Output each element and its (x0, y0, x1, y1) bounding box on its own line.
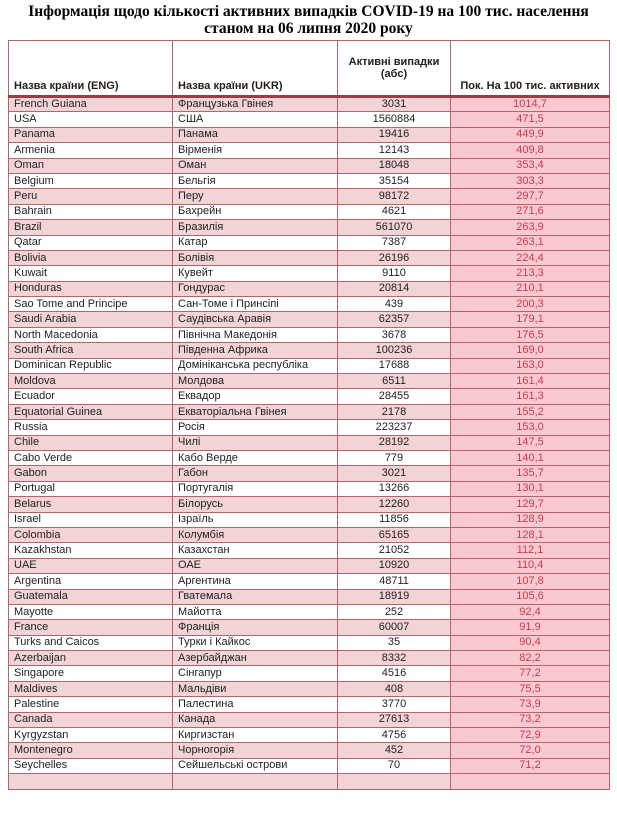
cell-per-100k-active: 1014,7 (451, 97, 610, 112)
cell-country-ukr: Вірменія (173, 143, 338, 158)
cell-active-cases-abs: 11856 (338, 512, 451, 527)
cell-country-ukr: Французька Гвінея (173, 97, 338, 112)
cell-country-eng: Kazakhstan (9, 543, 173, 558)
table-row (9, 327, 610, 342)
table-row (9, 635, 610, 650)
cell-country-ukr: Палестина (173, 697, 338, 712)
cell-per-100k-active: 82,2 (451, 651, 610, 666)
cell-country-ukr: Екваторіальна Гвінея (173, 404, 338, 419)
cell-country-ukr: Бельгія (173, 173, 338, 188)
cell-country-eng: Moldova (9, 374, 173, 389)
table-row (9, 512, 610, 527)
cell-country-ukr: Кабо Верде (173, 450, 338, 465)
cell-per-100k-active: 409,8 (451, 143, 610, 158)
cell-per-100k-active: 179,1 (451, 312, 610, 327)
cell-country-ukr: Чорногорія (173, 743, 338, 758)
table-row (9, 220, 610, 235)
cell-country-ukr: Домініканська республіка (173, 358, 338, 373)
cell-active-cases-abs: 48711 (338, 574, 451, 589)
cell-country-eng: Kuwait (9, 266, 173, 281)
cell-active-cases-abs: 9110 (338, 266, 451, 281)
cell-active-cases-abs: 28455 (338, 389, 451, 404)
cell-active-cases-abs: 18048 (338, 158, 451, 173)
table-row (9, 158, 610, 173)
cell-per-100k-active: 153,0 (451, 420, 610, 435)
cell-country-eng: Panama (9, 127, 173, 142)
cell-country-eng: Guatemala (9, 589, 173, 604)
cell-country-eng: Mayotte (9, 604, 173, 619)
cell-active-cases-abs: 35154 (338, 173, 451, 188)
table-row (9, 281, 610, 296)
cell-country-eng: France (9, 620, 173, 635)
cell-active-cases-abs: 62357 (338, 312, 451, 327)
col-header-country-eng: Назва країни (ENG) (9, 41, 173, 97)
cell-active-cases-abs: 1560884 (338, 112, 451, 127)
cell-country-eng: Belarus (9, 497, 173, 512)
cell-per-100k-active: 73,9 (451, 697, 610, 712)
cell-country-eng: Kyrgyzstan (9, 728, 173, 743)
cell-country-eng: Equatorial Guinea (9, 404, 173, 419)
cell-active-cases-abs: 779 (338, 450, 451, 465)
table-row (9, 389, 610, 404)
cell-country-ukr: Південна Африка (173, 343, 338, 358)
table-row (9, 712, 610, 727)
cell-per-100k-active: 112,1 (451, 543, 610, 558)
page-title-line1: Інформація щодо кількості активних випадків COVID-19 на 100 тис. населення (28, 3, 589, 20)
page-title (0, 0, 617, 37)
cell-per-100k-active: 161,4 (451, 374, 610, 389)
cell-empty (9, 774, 173, 789)
cell-active-cases-abs: 2178 (338, 404, 451, 419)
cell-active-cases-abs: 561070 (338, 220, 451, 235)
cell-country-ukr: Оман (173, 158, 338, 173)
cell-country-ukr: Гватемала (173, 589, 338, 604)
table-row (9, 589, 610, 604)
cell-country-ukr: Канада (173, 712, 338, 727)
table-row (9, 758, 610, 773)
cell-per-100k-active: 129,7 (451, 497, 610, 512)
cell-country-ukr: Сінгапур (173, 666, 338, 681)
cell-per-100k-active: 224,4 (451, 250, 610, 265)
cell-per-100k-active: 147,5 (451, 435, 610, 450)
cell-country-ukr: Чилі (173, 435, 338, 450)
cell-per-100k-active: 73,2 (451, 712, 610, 727)
cell-per-100k-active: 110,4 (451, 558, 610, 573)
cell-active-cases-abs: 100236 (338, 343, 451, 358)
table-row-partial (9, 774, 610, 789)
cell-country-ukr: Перу (173, 189, 338, 204)
table-row (9, 543, 610, 558)
cell-active-cases-abs: 60007 (338, 620, 451, 635)
cell-country-ukr: Бразилія (173, 220, 338, 235)
cell-country-ukr: Панама (173, 127, 338, 142)
cell-active-cases-abs: 12260 (338, 497, 451, 512)
table-row (9, 312, 610, 327)
cell-per-100k-active: 107,8 (451, 574, 610, 589)
cell-per-100k-active: 303,3 (451, 173, 610, 188)
cell-country-ukr: Катар (173, 235, 338, 250)
cell-country-eng: Portugal (9, 481, 173, 496)
cell-country-eng: Colombia (9, 527, 173, 542)
cell-country-ukr: США (173, 112, 338, 127)
table-row (9, 404, 610, 419)
cell-empty (338, 774, 451, 789)
cell-per-100k-active: 263,9 (451, 220, 610, 235)
cell-country-eng: Dominican Republic (9, 358, 173, 373)
cell-per-100k-active: 449,9 (451, 127, 610, 142)
cell-per-100k-active: 353,4 (451, 158, 610, 173)
cell-per-100k-active: 297,7 (451, 189, 610, 204)
covid-active-cases-table (8, 40, 610, 790)
cell-country-eng: Ecuador (9, 389, 173, 404)
cell-country-eng: Honduras (9, 281, 173, 296)
cell-country-eng: Singapore (9, 666, 173, 681)
cell-country-ukr: Колумбія (173, 527, 338, 542)
cell-per-100k-active: 130,1 (451, 481, 610, 496)
cell-active-cases-abs: 65165 (338, 527, 451, 542)
cell-country-ukr: ОАЕ (173, 558, 338, 573)
table-row (9, 127, 610, 142)
cell-per-100k-active: 72,0 (451, 743, 610, 758)
cell-country-eng: Chile (9, 435, 173, 450)
table-row (9, 681, 610, 696)
cell-active-cases-abs: 4756 (338, 728, 451, 743)
cell-per-100k-active: 169,0 (451, 343, 610, 358)
cell-per-100k-active: 72,9 (451, 728, 610, 743)
table-row (9, 497, 610, 512)
cell-country-ukr: Північна Македонія (173, 327, 338, 342)
table-row (9, 297, 610, 312)
cell-per-100k-active: 140,1 (451, 450, 610, 465)
cell-active-cases-abs: 28192 (338, 435, 451, 450)
table-row (9, 604, 610, 619)
col-header-active-cases-abs: Активні випадки (абс) (338, 41, 451, 97)
cell-country-ukr: Гондурас (173, 281, 338, 296)
cell-country-eng: North Macedonia (9, 327, 173, 342)
cell-country-eng: Oman (9, 158, 173, 173)
table-row (9, 204, 610, 219)
table-row (9, 97, 610, 112)
cell-country-ukr: Франція (173, 620, 338, 635)
table-header-row (9, 41, 610, 97)
cell-country-ukr: Мальдіви (173, 681, 338, 696)
cell-per-100k-active: 155,2 (451, 404, 610, 419)
col-header-per-100k-active: Пок. На 100 тис. активних (451, 41, 610, 97)
cell-per-100k-active: 163,0 (451, 358, 610, 373)
cell-country-eng: Turks and Caicos (9, 635, 173, 650)
table-row (9, 743, 610, 758)
table-row (9, 558, 610, 573)
page-title-line2: станом на 06 липня 2020 року (204, 20, 413, 37)
cell-country-eng: Canada (9, 712, 173, 727)
table-row (9, 358, 610, 373)
table-row (9, 343, 610, 358)
cell-per-100k-active: 213,3 (451, 266, 610, 281)
cell-country-ukr: Казахстан (173, 543, 338, 558)
cell-active-cases-abs: 35 (338, 635, 451, 650)
cell-empty (451, 774, 610, 789)
cell-country-ukr: Киргизстан (173, 728, 338, 743)
table-header (9, 41, 610, 97)
cell-country-ukr: Португалія (173, 481, 338, 496)
table-row (9, 666, 610, 681)
cell-country-eng: Armenia (9, 143, 173, 158)
table-row (9, 574, 610, 589)
cell-active-cases-abs: 408 (338, 681, 451, 696)
table-row (9, 728, 610, 743)
cell-country-eng: Sao Tome and Principe (9, 297, 173, 312)
table-row (9, 481, 610, 496)
cell-per-100k-active: 210,1 (451, 281, 610, 296)
cell-country-ukr: Саудівська Аравія (173, 312, 338, 327)
cell-country-eng: Israel (9, 512, 173, 527)
cell-per-100k-active: 128,1 (451, 527, 610, 542)
cell-country-ukr: Турки і Кайкос (173, 635, 338, 650)
cell-country-ukr: Аргентина (173, 574, 338, 589)
cell-country-ukr: Ізраїль (173, 512, 338, 527)
cell-active-cases-abs: 439 (338, 297, 451, 312)
cell-country-ukr: Сейшельські острови (173, 758, 338, 773)
cell-active-cases-abs: 17688 (338, 358, 451, 373)
cell-active-cases-abs: 4621 (338, 204, 451, 219)
cell-country-ukr: Росія (173, 420, 338, 435)
cell-active-cases-abs: 19416 (338, 127, 451, 142)
cell-active-cases-abs: 223237 (338, 420, 451, 435)
cell-country-eng: UAE (9, 558, 173, 573)
table-row (9, 527, 610, 542)
cell-country-ukr: Еквадор (173, 389, 338, 404)
cell-country-ukr: Болівія (173, 250, 338, 265)
table-row (9, 235, 610, 250)
cell-country-ukr: Бахрейн (173, 204, 338, 219)
cell-country-eng: Seychelles (9, 758, 173, 773)
cell-per-100k-active: 135,7 (451, 466, 610, 481)
table-row (9, 112, 610, 127)
table-body (9, 97, 610, 790)
cell-country-eng: Gabon (9, 466, 173, 481)
cell-empty (173, 774, 338, 789)
table-row (9, 374, 610, 389)
cell-per-100k-active: 75,5 (451, 681, 610, 696)
cell-active-cases-abs: 4516 (338, 666, 451, 681)
cell-country-eng: Qatar (9, 235, 173, 250)
cell-active-cases-abs: 3031 (338, 97, 451, 112)
cell-country-eng: USA (9, 112, 173, 127)
col-header-country-ukr: Назва країни (UKR) (173, 41, 338, 97)
table-row (9, 420, 610, 435)
cell-country-ukr: Кувейт (173, 266, 338, 281)
cell-country-ukr: Габон (173, 466, 338, 481)
cell-country-eng: Belgium (9, 173, 173, 188)
cell-country-eng: Montenegro (9, 743, 173, 758)
cell-country-eng: Cabo Verde (9, 450, 173, 465)
cell-country-ukr: Молдова (173, 374, 338, 389)
cell-active-cases-abs: 26196 (338, 250, 451, 265)
cell-per-100k-active: 71,2 (451, 758, 610, 773)
cell-country-eng: Argentina (9, 574, 173, 589)
table-row (9, 266, 610, 281)
cell-country-ukr: Білорусь (173, 497, 338, 512)
cell-country-eng: French Guiana (9, 97, 173, 112)
cell-active-cases-abs: 252 (338, 604, 451, 619)
table-row (9, 250, 610, 265)
cell-active-cases-abs: 3678 (338, 327, 451, 342)
table-row (9, 651, 610, 666)
cell-per-100k-active: 161,3 (451, 389, 610, 404)
cell-country-ukr: Майотта (173, 604, 338, 619)
cell-per-100k-active: 128,9 (451, 512, 610, 527)
cell-per-100k-active: 263,1 (451, 235, 610, 250)
cell-country-eng: Saudi Arabia (9, 312, 173, 327)
cell-per-100k-active: 92,4 (451, 604, 610, 619)
cell-active-cases-abs: 7387 (338, 235, 451, 250)
cell-active-cases-abs: 27613 (338, 712, 451, 727)
cell-country-eng: Peru (9, 189, 173, 204)
table-row (9, 435, 610, 450)
table-row (9, 697, 610, 712)
cell-per-100k-active: 90,4 (451, 635, 610, 650)
cell-country-eng: Brazil (9, 220, 173, 235)
cell-active-cases-abs: 21052 (338, 543, 451, 558)
table-row (9, 450, 610, 465)
cell-active-cases-abs: 8332 (338, 651, 451, 666)
cell-active-cases-abs: 3770 (338, 697, 451, 712)
cell-active-cases-abs: 98172 (338, 189, 451, 204)
cell-country-eng: Bolivia (9, 250, 173, 265)
table-row (9, 620, 610, 635)
cell-country-eng: South Africa (9, 343, 173, 358)
table-row (9, 466, 610, 481)
cell-country-eng: Maldives (9, 681, 173, 696)
cell-per-100k-active: 91,9 (451, 620, 610, 635)
table-row (9, 189, 610, 204)
table-row (9, 143, 610, 158)
cell-per-100k-active: 77,2 (451, 666, 610, 681)
cell-country-eng: Bahrain (9, 204, 173, 219)
cell-active-cases-abs: 12143 (338, 143, 451, 158)
cell-country-eng: Russia (9, 420, 173, 435)
cell-active-cases-abs: 10920 (338, 558, 451, 573)
table-row (9, 173, 610, 188)
cell-country-ukr: Азербайджан (173, 651, 338, 666)
cell-active-cases-abs: 6511 (338, 374, 451, 389)
cell-country-eng: Azerbaijan (9, 651, 173, 666)
cell-per-100k-active: 176,5 (451, 327, 610, 342)
cell-active-cases-abs: 3021 (338, 466, 451, 481)
cell-active-cases-abs: 20814 (338, 281, 451, 296)
cell-per-100k-active: 105,6 (451, 589, 610, 604)
cell-active-cases-abs: 13266 (338, 481, 451, 496)
cell-per-100k-active: 271,6 (451, 204, 610, 219)
cell-country-ukr: Сан-Томе і Принсіпі (173, 297, 338, 312)
cell-active-cases-abs: 452 (338, 743, 451, 758)
cell-per-100k-active: 471,5 (451, 112, 610, 127)
cell-active-cases-abs: 70 (338, 758, 451, 773)
cell-country-eng: Palestine (9, 697, 173, 712)
cell-per-100k-active: 200,3 (451, 297, 610, 312)
cell-active-cases-abs: 18919 (338, 589, 451, 604)
